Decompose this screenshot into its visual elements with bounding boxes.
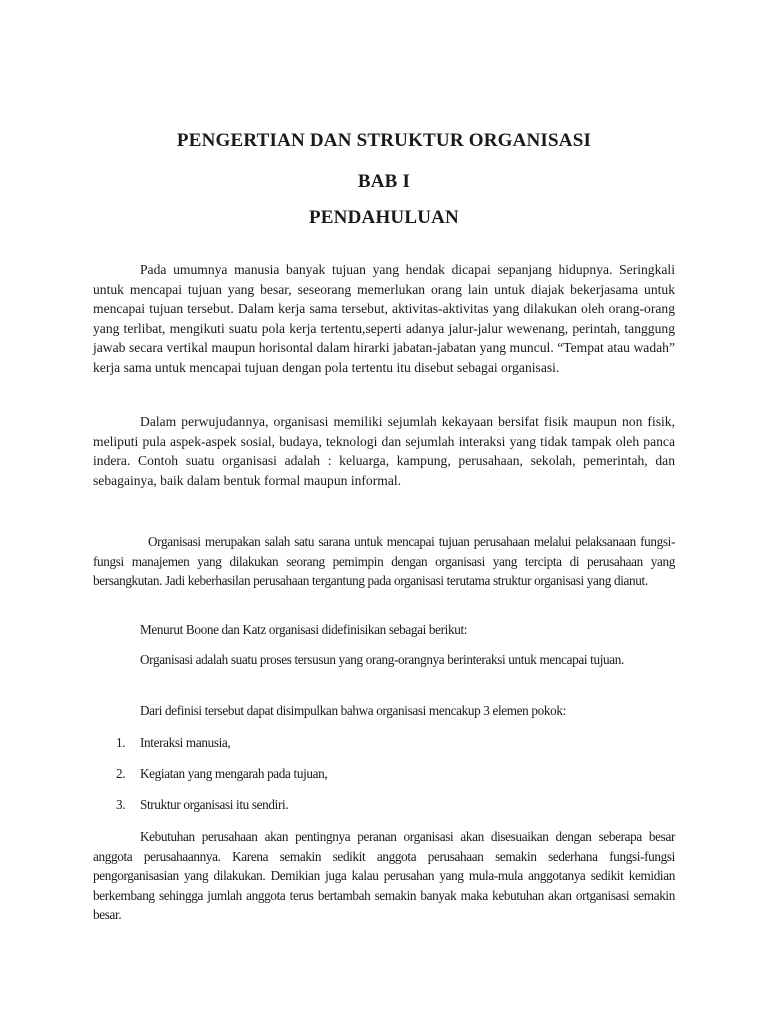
list-number: 2. <box>116 766 126 781</box>
list-item <box>116 764 327 784</box>
paragraph-organization-means: Organisasi merupakan salah satu sarana untuk mencapai tujuan perusahaan melalui pelaksanaan fungsi-fungsi manajemen yang dilakukan seorang pemimpin dengan organisasi yang tercipta di perusahaan yang bersangkutan. Jadi keberhasilan perusahaan tergantung pada organisasi terutama struktur organisasi yang dianut. <box>93 534 675 588</box>
list-text: Kegiatan yang mengarah pada tujuan, <box>140 766 328 781</box>
paragraph-company-needs: Kebutuhan perusahaan akan pentingnya peranan organisasi akan disesuaikan dengan seberapa besar anggota perusahaannya. Karena semakin sedikit anggota perusahaan semakin sederhana fungsi-fungsi pengorganisasian yang dilakukan. Demikian juga kalau perusahan yang mula-mula anggotanya sedikit kemidian berkembang sehingga jumlah anggota terus bertambah semakin banyak maka kebutuhan akan ortganisasi semakin besar. <box>93 829 675 922</box>
list-number: 3. <box>116 797 126 812</box>
list-number: 1. <box>116 735 126 750</box>
list-item <box>116 795 288 815</box>
chapter-number: BAB I <box>357 171 411 192</box>
chapter-title: PENDAHULUAN <box>309 207 459 228</box>
list-text: Struktur organisasi itu sendiri. <box>140 797 289 812</box>
paragraph-embodiment: Dalam perwujudannya, organisasi memiliki sejumlah kekayaan bersifat fisik maupun non fisik, meliputi pula aspek-aspek sosial, budaya, teknologi dan sejumlah interaksi yang tidak tampak oleh panca indera. Contoh suatu organisasi adalah : keluarga, kampung, perusahaan, sekolah, pemerintah, dan sebagainya, baik dalam bentuk formal maupun informal. <box>93 414 675 488</box>
document-title: PENGERTIAN DAN STRUKTUR ORGANISASI <box>176 130 592 151</box>
paragraph-boone-katz: Menurut Boone dan Katz organisasi didefinisikan sebagai berikut: <box>140 622 468 637</box>
paragraph-conclusion: Dari definisi tersebut dapat disimpulkan bahwa organisasi mencakup 3 elemen pokok: <box>140 703 566 718</box>
paragraph-definition: Organisasi adalah suatu proses tersusun yang orang-orangnya berinteraksi untuk mencapai tujuan. <box>140 652 624 667</box>
list-text: Interaksi manusia, <box>140 735 231 750</box>
paragraph-intro: Pada umumnya manusia banyak tujuan yang hendak dicapai sepanjang hidupnya. Seringkali untuk mencapai tujuan yang besar, seseorang memerlukan orang lain untuk diajak bekerjasama untuk mencapai tujuan tersebut. Dalam kerja sama tersebut, aktivitas-aktivitas yang dilakukan oleh orang-orang yang terlibat, mengikuti suatu pola kerja tertentu,seperti adanya jalur-jalur wewenang, perintah, tanggung jawab secara vertikal maupun horisontal dalam hirarki jabatan-jabatan yang muncul. “Tempat atau wadah” kerja sama untuk mencapai tujuan dengan pola tertentu itu disebut sebagai organisasi. <box>93 262 675 375</box>
list-item <box>116 733 230 753</box>
